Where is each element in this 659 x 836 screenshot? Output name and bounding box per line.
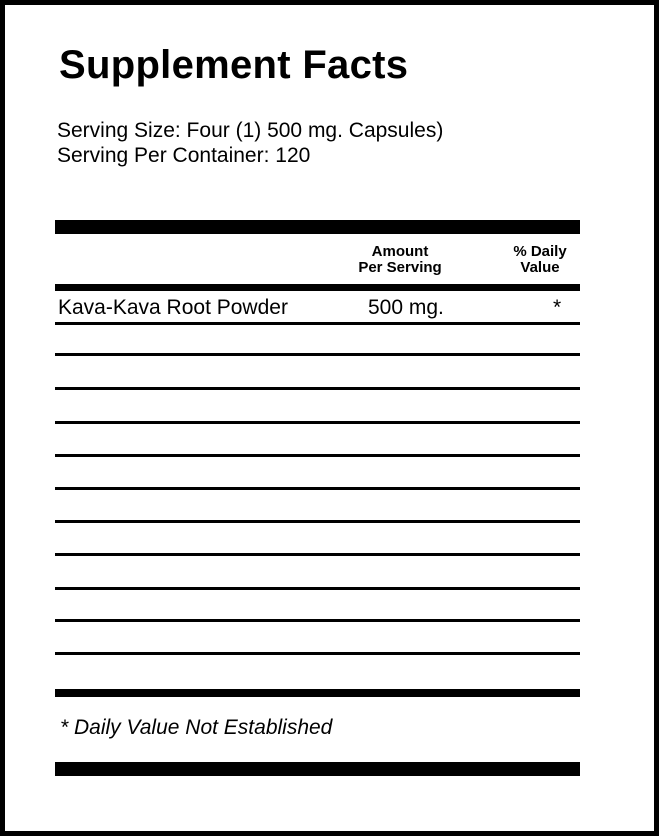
amount-per-serving-header [335,244,465,276]
amount-header-line1: Amount [371,243,429,260]
row-divider [55,454,580,457]
amount-header-line2: Per Serving [358,259,442,276]
label-title: Supplement Facts [59,43,409,87]
row-divider [55,421,580,424]
servings-per-container: Serving Per Container: 120 [57,144,311,167]
row-divider [55,652,580,655]
header-divider-bar [55,284,580,291]
row-divider [55,619,580,622]
ingredient-daily-value: * [553,296,562,319]
row-divider [55,487,580,490]
ingredient-amount: 500 mg. [368,296,444,319]
table-end-bar [55,689,580,697]
row-divider [55,553,580,556]
footnote: * Daily Value Not Established [60,716,333,739]
row-divider [55,387,580,390]
daily-value-header [495,244,585,276]
ingredient-name: Kava-Kava Root Powder [58,296,288,319]
row-divider [55,587,580,590]
row-divider [55,322,580,325]
row-divider [55,353,580,356]
top-divider-bar [55,220,580,234]
bottom-divider-bar [55,762,580,776]
dv-header-line1: % Daily [513,243,567,260]
serving-size: Serving Size: Four (1) 500 mg. Capsules) [57,119,444,142]
dv-header-line2: Value [520,259,560,276]
row-divider [55,520,580,523]
